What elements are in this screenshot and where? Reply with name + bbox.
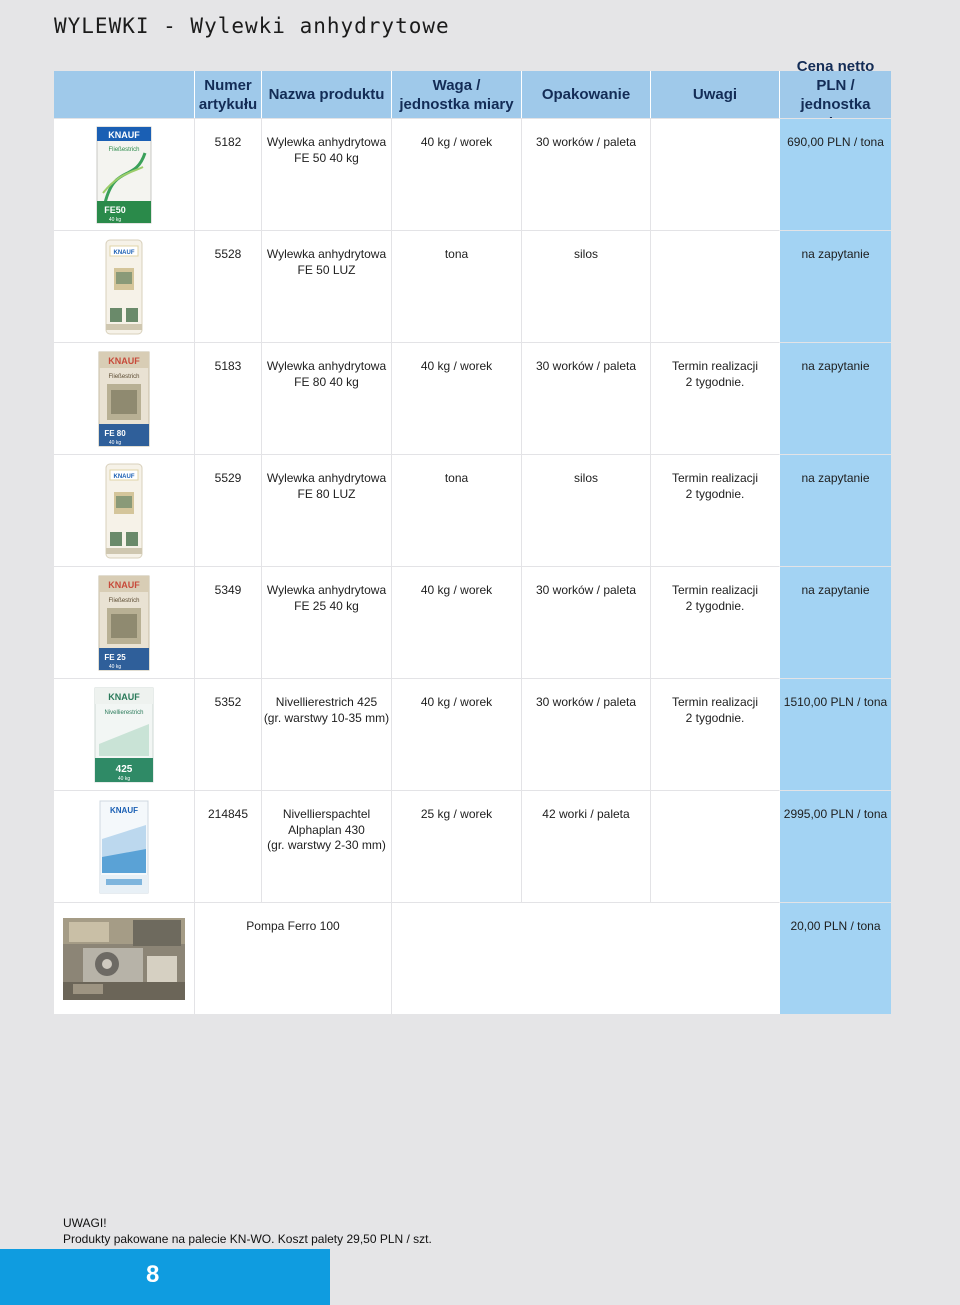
product-notes <box>650 230 779 342</box>
product-packaging: 42 worki / paleta <box>521 790 650 902</box>
product-image-nivellierestrich-425 <box>54 678 194 790</box>
product-price: na zapytanie <box>779 230 891 342</box>
product-notes: Termin realizacji 2 tygodnie. <box>650 566 779 678</box>
product-image-fe25 <box>54 566 194 678</box>
product-packaging: 30 worków / paleta <box>521 678 650 790</box>
bag-weight-text: 40 kg <box>117 775 131 782</box>
bag-product-text: Fließestrich <box>108 146 140 153</box>
header-packaging: Opakowanie <box>521 71 650 118</box>
pump-name: Pompa Ferro 100 <box>194 902 391 1014</box>
bag-brand-text: KNAUF <box>108 355 140 366</box>
product-packaging: 30 worków / paleta <box>521 566 650 678</box>
bag-brand-text: KNAUF <box>108 129 140 140</box>
product-packaging: silos <box>521 454 650 566</box>
product-image-fe50-luz <box>54 230 194 342</box>
bag-code-text: 425 <box>115 763 133 775</box>
product-price: 1510,00 PLN / tona <box>779 678 891 790</box>
header-price: Cena netto PLN / jednostka <box>779 71 891 118</box>
pump-photo-icon <box>63 918 185 1000</box>
footer-note-text: Produkty pakowane na palecie KN-WO. Koszt palety 29,50 PLN / szt. <box>63 1232 432 1246</box>
product-packaging: 30 worków / paleta <box>521 118 650 230</box>
product-name: Wylewka anhydrytowa FE 80 40 kg <box>261 342 391 454</box>
product-image-fe80 <box>54 342 194 454</box>
product-weight: 40 kg / worek <box>391 566 521 678</box>
product-name: Wylewka anhydrytowa FE 50 LUZ <box>261 230 391 342</box>
bag-product-text: Fließestrich <box>108 373 140 380</box>
article-number: 5352 <box>194 678 261 790</box>
product-notes <box>650 118 779 230</box>
product-notes: Termin realizacji 2 tygodnie. <box>650 342 779 454</box>
bag-code-text: FE 25 <box>104 652 126 662</box>
pump-price: 20,00 PLN / tona <box>779 902 891 1014</box>
product-price: na zapytanie <box>779 454 891 566</box>
article-number: 5349 <box>194 566 261 678</box>
page-number: 8 <box>146 1261 160 1288</box>
product-name: Wylewka anhydrytowa FE 50 40 kg <box>261 118 391 230</box>
product-price: na zapytanie <box>779 342 891 454</box>
product-name: Nivellierspachtel Alphaplan 430 (gr. warstwy 2-30 mm) <box>261 790 391 902</box>
header-name: Nazwa produktu <box>261 71 391 118</box>
bag-code-text: FE 80 <box>104 428 126 438</box>
product-price: 2995,00 PLN / tona <box>779 790 891 902</box>
product-image-fe50 <box>54 118 194 230</box>
article-number: 5528 <box>194 230 261 342</box>
footer-note <box>63 1215 432 1247</box>
nivellierestrich-425-bag-icon <box>93 684 155 786</box>
header-weight: Waga / jednostka miary <box>391 71 521 118</box>
fe80-luz-bag-icon <box>102 460 146 562</box>
footer-note-title: UWAGI! <box>63 1216 107 1230</box>
header-number: Numer artykułu <box>194 71 261 118</box>
bag-brand-text: KNAUF <box>108 691 140 702</box>
footer-bar <box>0 1249 330 1305</box>
product-name: Nivellierestrich 425 (gr. warstwy 10-35 mm) <box>261 678 391 790</box>
fe50-luz-bag-icon <box>102 236 146 338</box>
pump-empty <box>391 902 779 1014</box>
bag-brand-text: KNAUF <box>113 473 135 480</box>
header-image-col <box>54 71 194 118</box>
product-image-pump <box>54 902 194 1014</box>
product-name: Wylewka anhydrytowa FE 25 40 kg <box>261 566 391 678</box>
bag-weight-text: 40 kg <box>108 216 122 223</box>
page-title: WYLEWKI - Wylewki anhydrytowe <box>54 14 450 38</box>
article-number: 5182 <box>194 118 261 230</box>
product-image-alphaplan-430 <box>54 790 194 902</box>
bag-brand-text: KNAUF <box>108 579 140 590</box>
product-packaging: silos <box>521 230 650 342</box>
product-weight: tona <box>391 230 521 342</box>
product-price: 690,00 PLN / tona <box>779 118 891 230</box>
bag-brand-text: KNAUF <box>110 805 138 815</box>
header-notes: Uwagi <box>650 71 779 118</box>
bag-brand-text: KNAUF <box>113 249 135 256</box>
fe80-bag-icon <box>97 348 151 450</box>
bag-weight-text: 40 kg <box>108 663 122 670</box>
product-weight: 25 kg / worek <box>391 790 521 902</box>
fe25-bag-icon <box>97 572 151 674</box>
bag-weight-text: 40 kg <box>108 439 122 446</box>
article-number: 5529 <box>194 454 261 566</box>
product-weight: 40 kg / worek <box>391 118 521 230</box>
product-weight: tona <box>391 454 521 566</box>
price-table <box>54 57 891 1014</box>
product-notes: Termin realizacji 2 tygodnie. <box>650 678 779 790</box>
product-weight: 40 kg / worek <box>391 678 521 790</box>
article-number: 5183 <box>194 342 261 454</box>
article-number: 214845 <box>194 790 261 902</box>
bag-code-text: FE50 <box>104 204 126 215</box>
product-notes: Termin realizacji 2 tygodnie. <box>650 454 779 566</box>
bag-product-text: Nivellierestrich <box>104 709 144 716</box>
product-weight: 40 kg / worek <box>391 342 521 454</box>
alphaplan-430-bag-icon <box>98 799 150 895</box>
fe50-bag-icon <box>95 123 153 227</box>
product-image-fe80-luz <box>54 454 194 566</box>
product-packaging: 30 worków / paleta <box>521 342 650 454</box>
bag-product-text: Fließestrich <box>108 597 140 604</box>
product-price: na zapytanie <box>779 566 891 678</box>
product-name: Wylewka anhydrytowa FE 80 LUZ <box>261 454 391 566</box>
product-notes <box>650 790 779 902</box>
